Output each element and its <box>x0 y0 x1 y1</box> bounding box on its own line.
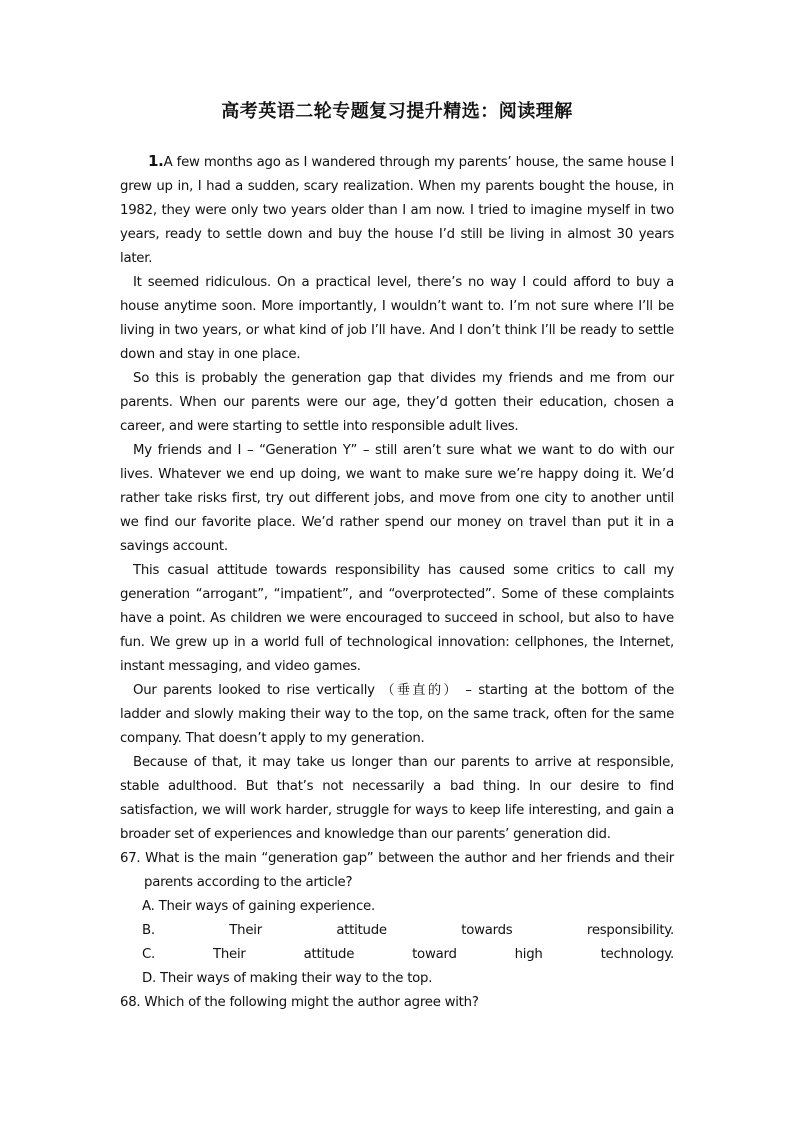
question-stem: 67. What is the main “generation gap” between the author and her friends and their parents according to the article? <box>120 851 674 890</box>
paragraph-text: A few months ago as I wandered through my parents’ house, the same house I grew up in, I had a sudden, scary realization. When my parents bought the house, in 1982, they were only two years older than I am now. I tried to imagine myself in two years, ready to settle down and buy the house I’d still be living in almost 30 years later. <box>120 155 674 266</box>
page-title: 高考英语二轮专题复习提升精选：阅读理解 <box>221 101 573 122</box>
passage-paragraph-2: It seemed ridiculous. On a practical level, there’s no way I could afford to buy a house anytime soon. More importantly, I wouldn’t want to. I’m not sure where I’ll be living in two years, or what kind of job I’ll have. And I don’t think I’ll be ready to settle down and stay in one place. <box>120 275 674 362</box>
passage-number: 1. <box>148 152 164 170</box>
option-b: B. Their attitude towards responsibility. <box>142 923 674 938</box>
option-d: D. Their ways of making their way to the top. <box>142 971 433 986</box>
passage-paragraph-3: So this is probably the generation gap that divides my friends and me from our parents. When our parents were our age, they’d gotten their education, chosen a career, and were starting to settle into responsible adult lives. <box>120 371 674 434</box>
option-c: C. Their attitude toward high technology. <box>142 947 674 962</box>
question-68 <box>120 991 674 1015</box>
passage-paragraph-7: Because of that, it may take us longer than our parents to arrive at responsible, stable adulthood. But that’s not necessarily a bad thing. In our desire to find satisfaction, we will work harder, struggle for ways to keep life interesting, and gain a broader set of experiences and knowledge than our parents’ generation did. <box>120 755 674 842</box>
option-a: A. Their ways of gaining experience. <box>142 899 375 914</box>
passage-paragraph-4: My friends and I – “Generation Y” – still aren’t sure what we want to do with our lives. Whatever we end up doing, we want to make sure we’re happy doing it. We’d rather take risks first, try out different jobs, and move from one city to another until we find our favorite place. We’d rather spend our money on travel than put it in a savings account. <box>120 443 674 554</box>
reading-passage <box>120 149 674 1015</box>
passage-paragraph-6: Our parents looked to rise vertically （垂直的） – starting at the bottom of the ladder and slowly making their way to the top, on the same track, often for the same company. That doesn’t apply to my generation. <box>120 683 674 746</box>
passage-paragraph-1 <box>120 149 674 271</box>
question-67 <box>120 847 674 991</box>
question-stem: 68. Which of the following might the author agree with? <box>120 995 479 1010</box>
passage-paragraph-5: This casual attitude towards responsibility has caused some critics to call my generation “arrogant”, “impatient”, and “overprotected”. Some of these complaints have a point. As children we were encouraged to succeed in school, but also to have fun. We grew up in a world full of technological innovation: cellphones, the Internet, instant messaging, and video games. <box>120 563 674 674</box>
